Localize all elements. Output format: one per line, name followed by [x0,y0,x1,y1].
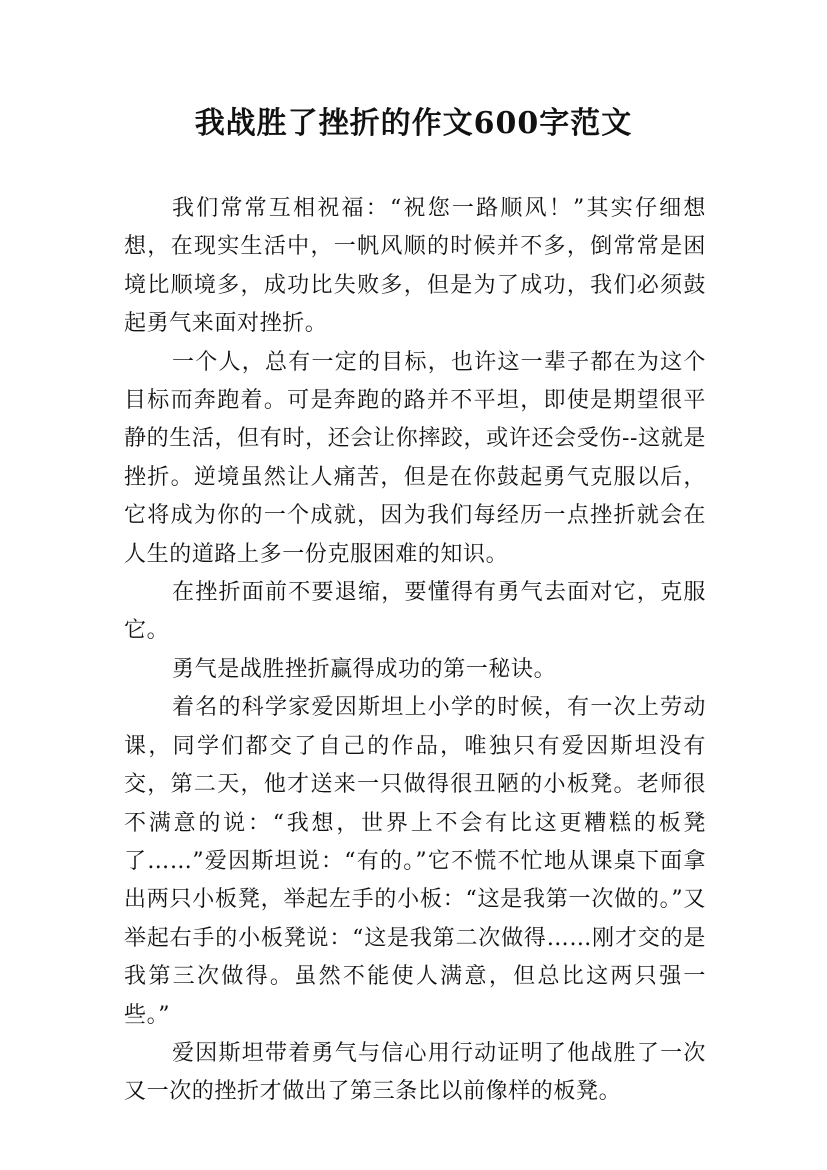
paragraph-5: 着名的科学家爱因斯坦上小学的时候，有一次上劳动课，同学们都交了自己的作品，唯独只有爱因斯坦没有交，第二天，他才送来一只做得很丑陋的小板凳。老师很不满意的说：“我想，世界上不会有比这更糟糕的板凳了……”爱因斯坦说：“有的。”它不慌不忙地从课桌下面拿出两只小板凳，举起左手的小板：“这是我第一次做的。”又举起右手的小板凳说：“这是我第二次做得……刚才交的是我第三次做得。虽然不能使人满意，但总比这两只强一些。” [124,695,706,1028]
document-title: 我战胜了挫折的作文600字范文 [194,106,633,141]
paragraph-3: 在挫折面前不要退缩，要懂得有勇气去面对它，克服它。 [124,580,706,644]
paragraph-4: 勇气是战胜挫折赢得成功的第一秘诀。 [172,656,557,682]
paragraph-6: 爱因斯坦带着勇气与信心用行动证明了他战胜了一次又一次的挫折才做出了第三条比以前像样的板凳。 [124,1040,706,1105]
document-body [124,190,706,1112]
paragraph-2: 一个人，总有一定的目标，也许这一辈子都在为这个目标而奔跑着。可是奔跑的路并不平坦，即使是期望很平静的生活，但有时，还会让你摔跤，或许还会受伤--这就是挫折。逆境虽然让人痛苦，但是在你鼓起勇气克服以后，它将成为你的一个成就，因为我们每经历一点挫折就会在人生的道路上多一份克服困难的知识。 [124,349,706,567]
paragraph-1: 我们常常互相祝福：“祝您一路顺风！”其实仔细想想，在现实生活中，一帆风顺的时候并不多，倒常常是困境比顺境多，成功比失败多，但是为了成功，我们必须鼓起勇气来面对挫折。 [124,196,706,337]
